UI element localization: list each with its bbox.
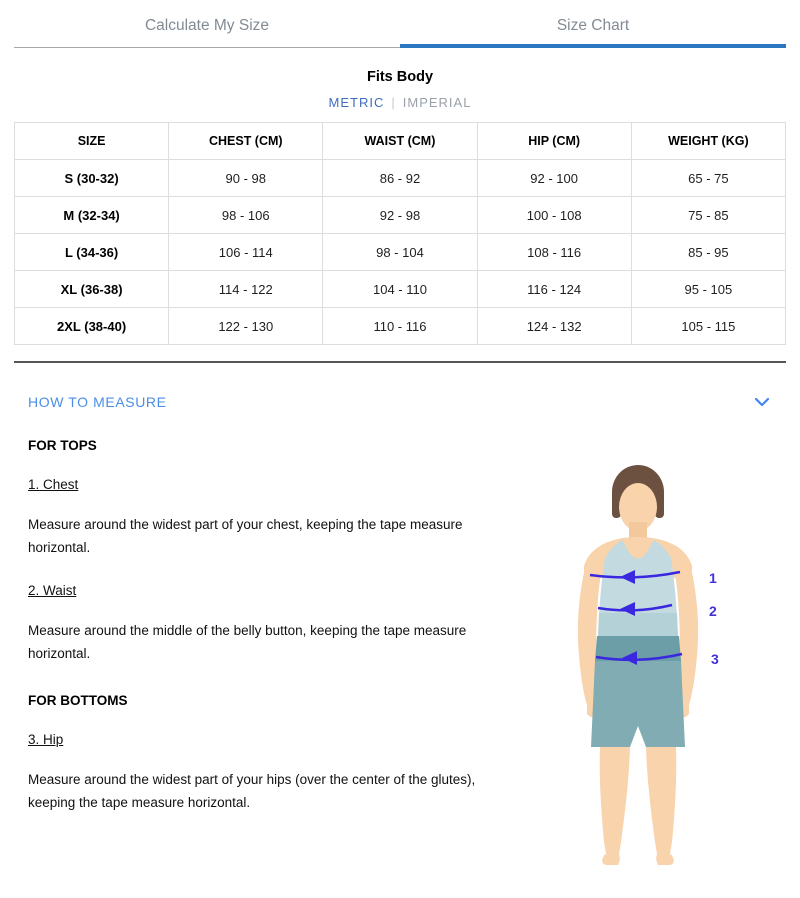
tab-calculate-my-size[interactable]: Calculate My Size: [14, 0, 400, 48]
table-cell: 108 - 116: [477, 234, 631, 271]
marker-2: 2: [709, 603, 717, 619]
item-label-hip: 3. Hip: [28, 732, 64, 747]
marker-1: 1: [709, 570, 717, 586]
table-cell: M (32-34): [15, 197, 169, 234]
table-cell: 104 - 110: [323, 271, 477, 308]
group-title-for-tops: FOR TOPS: [28, 438, 97, 453]
table-header-row: [15, 123, 786, 160]
table-cell: L (34-36): [15, 234, 169, 271]
item-text-hip: Measure around the widest part of your hips (over the center of the glutes), keeping the tape measure horizontal.: [28, 772, 476, 810]
size-panel-tabs: [14, 0, 786, 48]
column-header-chest: CHEST (CM): [169, 123, 323, 160]
column-header-size: SIZE: [15, 123, 169, 160]
table-cell: 65 - 75: [631, 160, 785, 197]
table-cell: S (30-32): [15, 160, 169, 197]
tab-size-chart[interactable]: Size Chart: [400, 0, 786, 48]
table-cell: 92 - 100: [477, 160, 631, 197]
table-row: [15, 234, 786, 271]
item-label-chest: 1. Chest: [28, 477, 79, 492]
section-divider: [14, 361, 786, 363]
table-row: [15, 308, 786, 345]
size-chart-table: [14, 122, 786, 345]
body-measurement-illustration: [560, 450, 798, 876]
table-cell: 86 - 92: [323, 160, 477, 197]
fits-body-heading: Fits Body: [366, 69, 434, 85]
marker-3: 3: [711, 651, 719, 667]
how-to-measure-title: HOW TO MEASURE: [28, 394, 167, 410]
units-toggle: [0, 95, 800, 110]
table-cell: 85 - 95: [631, 234, 785, 271]
table-cell: 124 - 132: [477, 308, 631, 345]
metric-toggle[interactable]: METRIC: [328, 95, 385, 110]
table-cell: 116 - 124: [477, 271, 631, 308]
table-cell: 106 - 114: [169, 234, 323, 271]
column-header-hip: HIP (CM): [477, 123, 631, 160]
how-to-measure-toggle[interactable]: [28, 394, 770, 410]
table-cell: 75 - 85: [631, 197, 785, 234]
chevron-down-icon[interactable]: [754, 397, 770, 407]
table-cell: 90 - 98: [169, 160, 323, 197]
item-label-waist: 2. Waist: [28, 583, 77, 598]
table-row: [15, 160, 786, 197]
group-title-for-bottoms: FOR BOTTOMS: [28, 693, 128, 708]
column-header-weight: WEIGHT (KG): [631, 123, 785, 160]
table-cell: 122 - 130: [169, 308, 323, 345]
table-cell: 114 - 122: [169, 271, 323, 308]
table-cell: 92 - 98: [323, 197, 477, 234]
table-row: [15, 197, 786, 234]
column-header-waist: WAIST (CM): [323, 123, 477, 160]
table-cell: 98 - 104: [323, 234, 477, 271]
male-figure-icon: [560, 450, 798, 876]
table-row: [15, 271, 786, 308]
measure-instructions: [28, 438, 498, 814]
imperial-toggle[interactable]: IMPERIAL: [402, 95, 472, 110]
table-cell: 95 - 105: [631, 271, 785, 308]
item-text-waist: Measure around the middle of the belly button, keeping the tape measure horizontal.: [28, 623, 467, 661]
table-cell: 2XL (38-40): [15, 308, 169, 345]
table-cell: XL (36-38): [15, 271, 169, 308]
item-text-chest: Measure around the widest part of your chest, keeping the tape measure horizontal.: [28, 517, 463, 555]
table-cell: 105 - 115: [631, 308, 785, 345]
table-cell: 110 - 116: [323, 308, 477, 345]
table-cell: 100 - 108: [477, 197, 631, 234]
table-cell: 98 - 106: [169, 197, 323, 234]
measure-guide-content: [0, 438, 800, 898]
units-separator: |: [391, 95, 396, 110]
